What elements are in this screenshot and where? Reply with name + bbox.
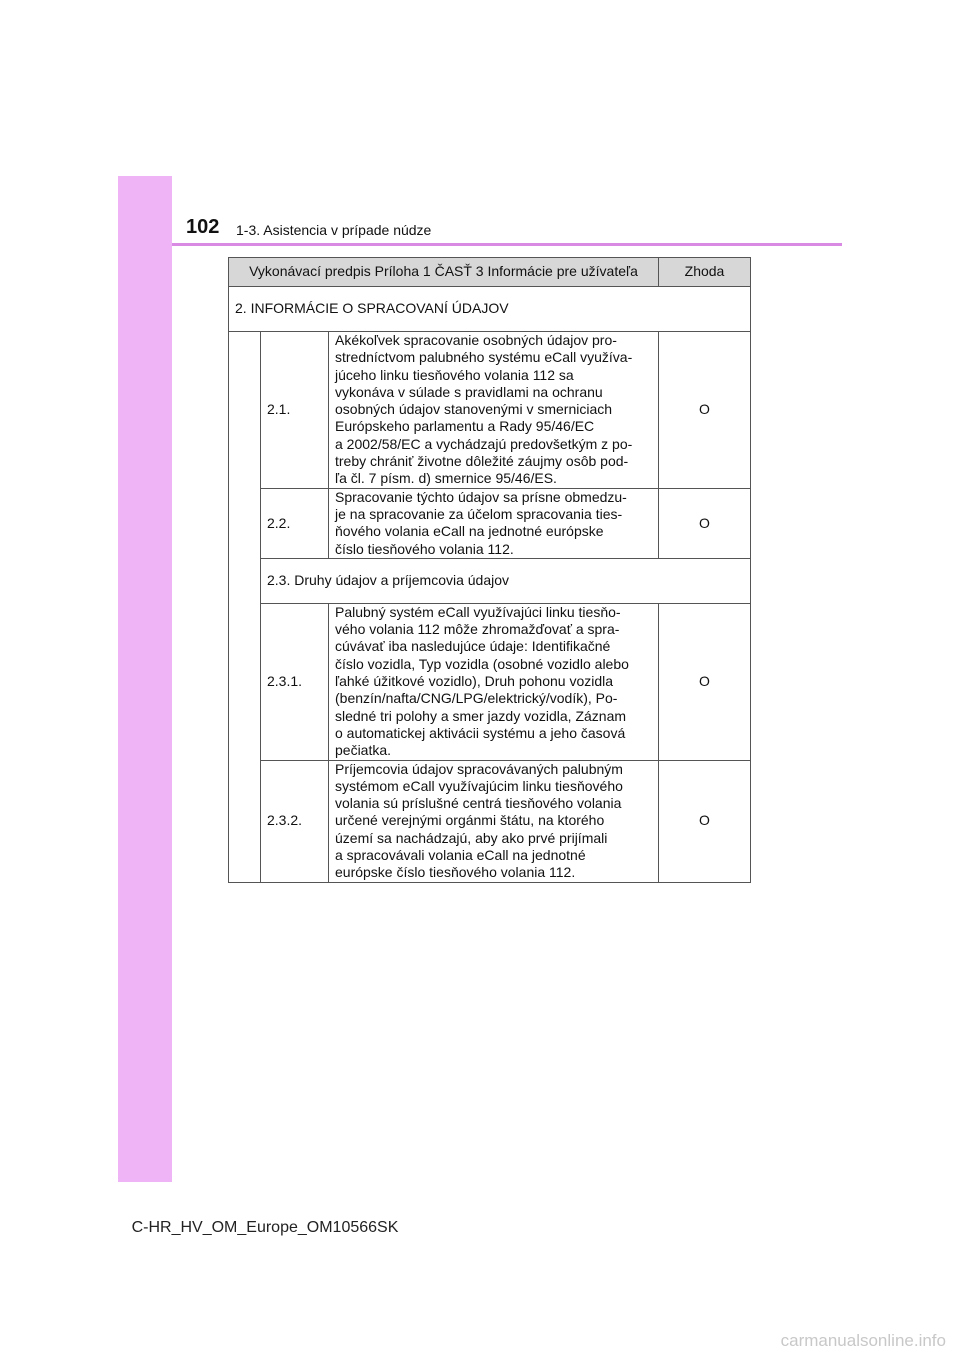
section-row — [229, 287, 751, 332]
page-number: 102 — [186, 216, 220, 238]
table-header-row — [229, 258, 751, 287]
subsection-heading: 2.3. Druhy údajov a príjemcovia údajov — [261, 558, 751, 603]
table-row — [229, 488, 751, 558]
row-number: 2.1. — [261, 332, 329, 489]
row-text: Spracovanie týchto údajov sa prísne obmedzu- je na spracovanie za účelom spracovania ties- ňového volania eCall na jednotné európske číslo tiesňového volania 112. — [329, 488, 659, 558]
table-row — [229, 760, 751, 882]
table-row — [229, 603, 751, 760]
compliance-mark: O — [659, 603, 751, 760]
row-number: 2.3.1. — [261, 603, 329, 760]
compliance-mark: O — [659, 488, 751, 558]
row-text: Palubný systém eCall využívajúci linku tiesňo- vého volania 112 môže zhromažďovať a spra- cúvávať iba nasledujúce údaje: Identifikačné číslo vozidla, Typ vozidla (osobné vozidlo alebo ľahké úžitkové vozidlo), Druh pohonu vozidla (benzín/nafta/CNG/LPG/elektrický/vodík), Po- sledné tri polohy a smer jazdy vozidla, Záznam o automatickej aktivácii systému a jeho časová pečiatka. — [329, 603, 659, 760]
section-heading: 2. INFORMÁCIE O SPRACOVANÍ ÚDAJOV — [229, 287, 751, 332]
col-header-compliance: Zhoda — [659, 258, 751, 287]
header-divider — [172, 243, 842, 246]
subsection-row — [229, 558, 751, 603]
requirements-table — [228, 257, 751, 883]
col-header-regulation: Vykonávací predpis Príloha 1 ČASŤ 3 Informácie pre užívateľa — [229, 258, 659, 287]
row-text: Príjemcovia údajov spracovávaných palubným systémom eCall využívajúcim linku tiesňového volania sú príslušné centrá tiesňového volania určené verejnými orgánmi štátu, na ktorého území sa nachádzajú, aby ako prvé prijímali a spracovávali volania eCall na jednotné európske číslo tiesňového volania 112. — [329, 760, 659, 882]
watermark: carmanualsonline.info — [780, 1331, 946, 1350]
row-text: Akékoľvek spracovanie osobných údajov pro- stredníctvom palubného systému eCall využíva- júceho linku tiesňového volania 112 sa vykonáva v súlade s pravidlami na ochranu osobných údajov stanovenými v smerniciach Európskeho parlamentu a Rady 95/46/EC a 2002/58/EC a vychádzajú predovšetkým z po- treby chrániť životne dôležité záujmy osôb pod- ľa čl. 7 písm. d) smernice 95/46/ES. — [329, 332, 659, 489]
row-number: 2.3.2. — [261, 760, 329, 882]
section-title: 1-3. Asistencia v prípade núdze — [236, 222, 432, 238]
row-number: 2.2. — [261, 488, 329, 558]
table-row — [229, 332, 751, 489]
compliance-mark: O — [659, 760, 751, 882]
chapter-tab-bar — [118, 176, 172, 1182]
compliance-mark: O — [659, 332, 751, 489]
indent-cell — [229, 332, 261, 883]
document-id: C-HR_HV_OM_Europe_OM10566SK — [131, 1219, 399, 1236]
